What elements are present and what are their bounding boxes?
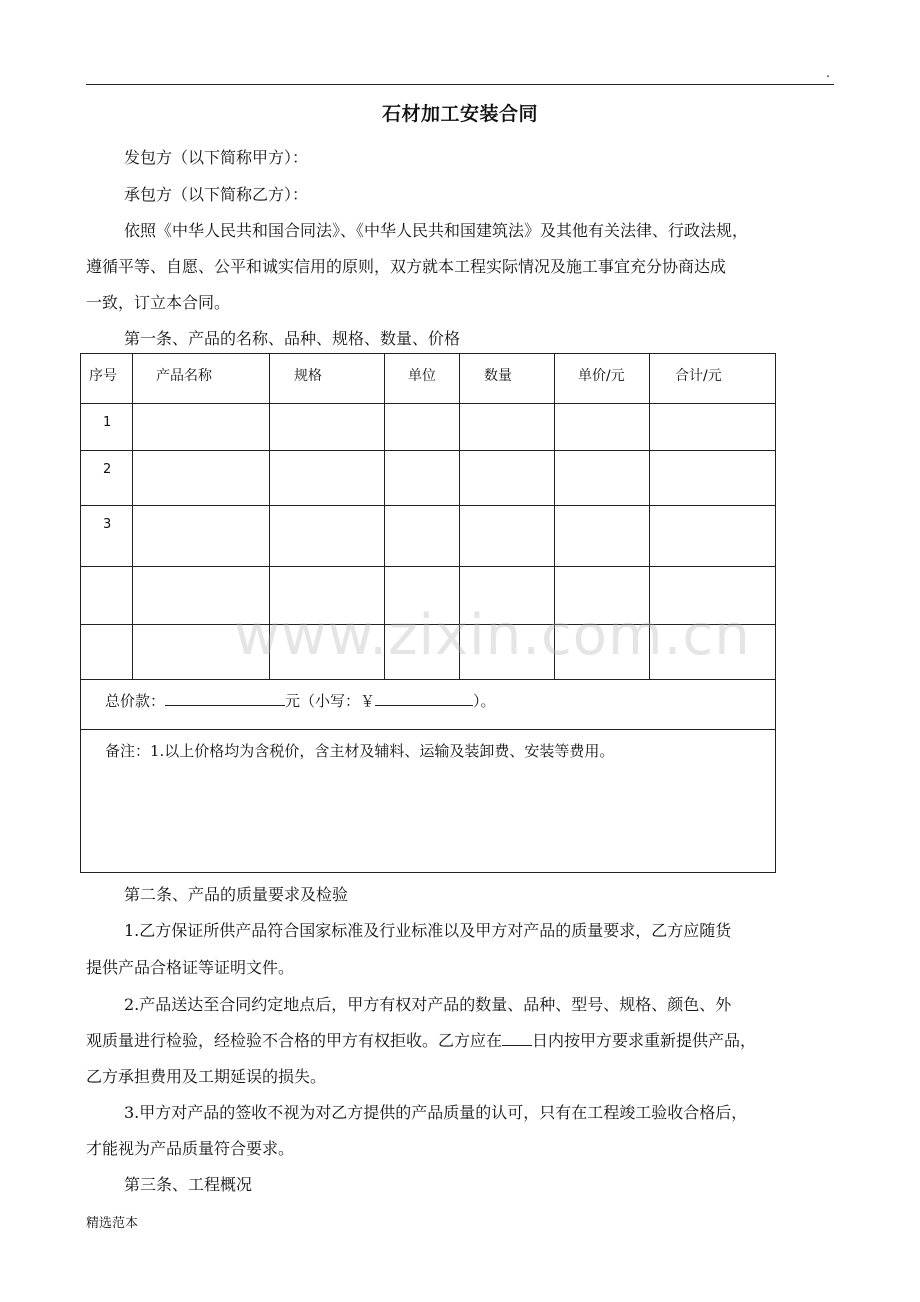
- article2-p2-line2: [86, 1028, 756, 1051]
- article2-p2-line2-end: 日内按甲方要求重新提供产品，: [532, 1031, 757, 1050]
- row-divider: [81, 729, 775, 730]
- row-divider: [81, 566, 775, 567]
- col-header-name: 产品名称: [156, 368, 212, 384]
- row-divider: [81, 679, 775, 680]
- col-header-spec: 规格: [294, 368, 322, 384]
- row-number: 3: [103, 517, 112, 532]
- header-dot: .: [826, 66, 831, 81]
- total-label: 总价款：: [105, 692, 166, 710]
- total-figure-blank[interactable]: [375, 691, 473, 706]
- watermark: www.zixin.com.cn: [234, 603, 751, 668]
- col-header-unit-price: 单价/元: [578, 368, 625, 384]
- article2-heading: 第二条、产品的质量要求及检验: [124, 885, 349, 904]
- total-unit: 元（小写：￥: [285, 692, 376, 710]
- basis-line-3: 一致，订立本合同。: [86, 293, 231, 312]
- days-blank[interactable]: [502, 1031, 532, 1046]
- article2-p1-line1: 1.乙方保证所供产品符合国家标准及行业标准以及甲方对产品的质量要求，乙方应随货: [124, 921, 732, 940]
- footer-label: 精选范本: [86, 1216, 139, 1231]
- party-b-line: 承包方（以下简称乙方）：: [124, 185, 309, 204]
- col-header-unit: 单位: [408, 368, 436, 384]
- row-number: 1: [103, 415, 112, 430]
- col-header-index: 序号: [89, 368, 117, 384]
- article2-p3-line2: 才能视为产品质量符合要求。: [86, 1139, 295, 1158]
- header-rule: [86, 84, 834, 85]
- article1-heading: 第一条、产品的名称、品种、规格、数量、价格: [124, 329, 461, 348]
- total-end: ）。: [473, 692, 496, 710]
- col-header-qty: 数量: [484, 368, 512, 384]
- row-number: 2: [103, 462, 112, 477]
- row-divider: [81, 505, 775, 506]
- remark-text: 备注：1.以上价格均为含税价，含主材及辅料、运输及装卸费、安装等费用。: [105, 742, 615, 760]
- total-amount-blank[interactable]: [165, 691, 285, 706]
- article2-p2-line1: 2.产品送达至合同约定地点后，甲方有权对产品的数量、品种、型号、规格、颜色、外: [124, 995, 732, 1014]
- article2-p3-line1: 3.甲方对产品的签收不视为对乙方提供的产品质量的认可，只有在工程竣工验收合格后，: [124, 1103, 748, 1122]
- row-divider: [81, 403, 775, 404]
- total-price-line: [105, 690, 496, 711]
- article2-p2-line3: 乙方承担费用及工期延误的损失。: [86, 1067, 327, 1086]
- basis-line-1: 依照《中华人民共和国合同法》、《中华人民共和国建筑法》及其他有关法律、行政法规，: [124, 221, 749, 240]
- basis-line-2: 遵循平等、自愿、公平和诚实信用的原则，双方就本工程实际情况及施工事宜充分协商达成: [86, 257, 727, 276]
- col-header-subtotal: 合计/元: [675, 368, 722, 384]
- article3-heading: 第三条、工程概况: [124, 1175, 253, 1194]
- document-title: 石材加工安装合同: [381, 103, 538, 125]
- article2-p1-line2: 提供产品合格证等证明文件。: [86, 958, 295, 977]
- article2-p2-line2-text: 观质量进行检验，经检验不合格的甲方有权拒收。乙方应在: [86, 1031, 503, 1050]
- party-a-line: 发包方（以下简称甲方）：: [124, 148, 309, 167]
- row-divider: [81, 450, 775, 451]
